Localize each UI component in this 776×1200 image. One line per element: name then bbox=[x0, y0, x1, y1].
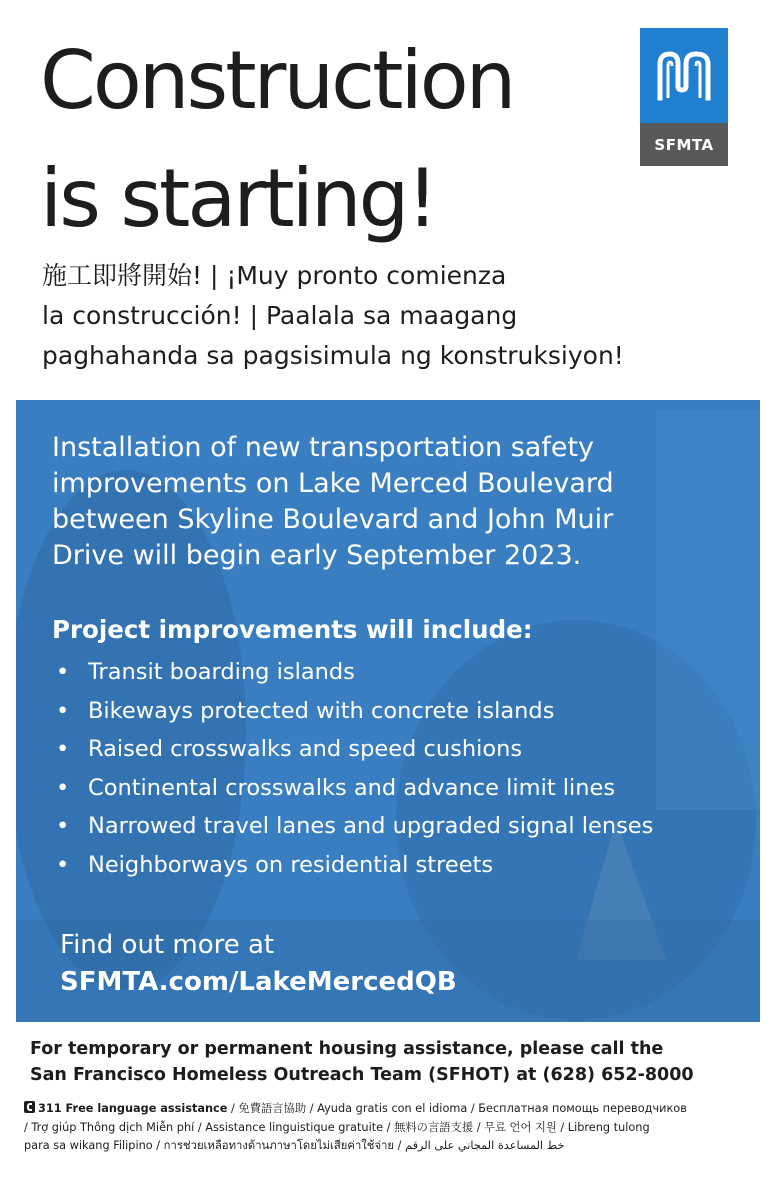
intro-line-2: improvements on Lake Merced Boulevard bbox=[52, 468, 614, 499]
project-url-link[interactable]: SFMTA.com/LakeMercedQB bbox=[60, 967, 457, 997]
housing-line-1: For temporary or permanent housing assistance, please call the bbox=[30, 1039, 664, 1059]
language-assistance bbox=[24, 1100, 754, 1156]
language-line-3: para sa wikang Filipino / การช่วยเหลือทางด้านภาษาโดยไม่เสียค่าใช้จ่าย / خط المساعدة المجاني على الرقم bbox=[24, 1139, 565, 1152]
subtitle-line-3: paghahanda sa pagsisimula ng konstruksiyon! bbox=[42, 341, 624, 370]
sfmta-logo bbox=[640, 28, 728, 166]
bullet-icon: • bbox=[56, 813, 70, 839]
list-item bbox=[56, 769, 746, 808]
housing-line-2: San Francisco Homeless Outreach Team (SFHOT) at (628) 652-8000 bbox=[30, 1065, 694, 1085]
project-intro bbox=[52, 430, 742, 574]
language-lead: 311 Free language assistance bbox=[38, 1102, 228, 1115]
improvements-heading: Project improvements will include: bbox=[52, 615, 533, 644]
list-item-text: Continental crosswalks and advance limit lines bbox=[88, 774, 616, 801]
bullet-icon: • bbox=[56, 736, 70, 762]
intro-line-3: between Skyline Boulevard and John Muir bbox=[52, 504, 614, 535]
housing-assistance bbox=[30, 1036, 750, 1088]
bullet-icon: • bbox=[56, 659, 70, 685]
intro-line-4: Drive will begin early September 2023. bbox=[52, 540, 582, 571]
phone-icon bbox=[24, 1101, 35, 1113]
sfmta-logo-label: SFMTA bbox=[640, 123, 728, 166]
translated-subtitle bbox=[42, 256, 742, 376]
subtitle-line-2: la construcción! | Paalala sa maagang bbox=[42, 301, 518, 330]
list-item-text: Transit boarding islands bbox=[88, 659, 355, 685]
list-item-text: Raised crosswalks and speed cushions bbox=[88, 736, 523, 762]
find-out-label: Find out more at bbox=[60, 930, 275, 960]
title-line-2: is starting! bbox=[40, 152, 436, 245]
list-item-text: Bikeways protected with concrete islands bbox=[88, 697, 555, 724]
language-line-2: / Trợ giúp Thông dịch Miễn phí / Assistance linguistique gratuite / 無料の言語支援 / 무료 언어 지원 / Libreng tulong bbox=[24, 1120, 650, 1134]
sfmta-worm-icon bbox=[640, 28, 728, 123]
subtitle-line-1: 施工即將開始! | ¡Muy pronto comienza bbox=[42, 261, 507, 290]
list-item bbox=[56, 653, 746, 692]
page-title bbox=[40, 22, 610, 258]
intro-line-1: Installation of new transportation safety bbox=[52, 432, 595, 463]
bullet-icon: • bbox=[56, 851, 70, 878]
find-out-more bbox=[60, 927, 740, 1001]
list-item-text: Narrowed travel lanes and upgraded signal lenses bbox=[88, 813, 654, 839]
list-item bbox=[56, 846, 746, 885]
list-item bbox=[56, 807, 746, 846]
list-item-text: Neighborways on residential streets bbox=[88, 851, 494, 878]
improvements-list bbox=[56, 653, 746, 884]
list-item bbox=[56, 730, 746, 769]
list-item bbox=[56, 692, 746, 731]
info-panel bbox=[16, 400, 760, 1022]
title-line-1: Construction bbox=[40, 34, 514, 127]
language-line-1-rest: / 免費語言協助 / Ayuda gratis con el idioma / Бесплатная помощь переводчиков bbox=[227, 1102, 687, 1115]
language-line-1 bbox=[24, 1100, 754, 1119]
bullet-icon: • bbox=[56, 697, 70, 724]
bullet-icon: • bbox=[56, 774, 70, 801]
